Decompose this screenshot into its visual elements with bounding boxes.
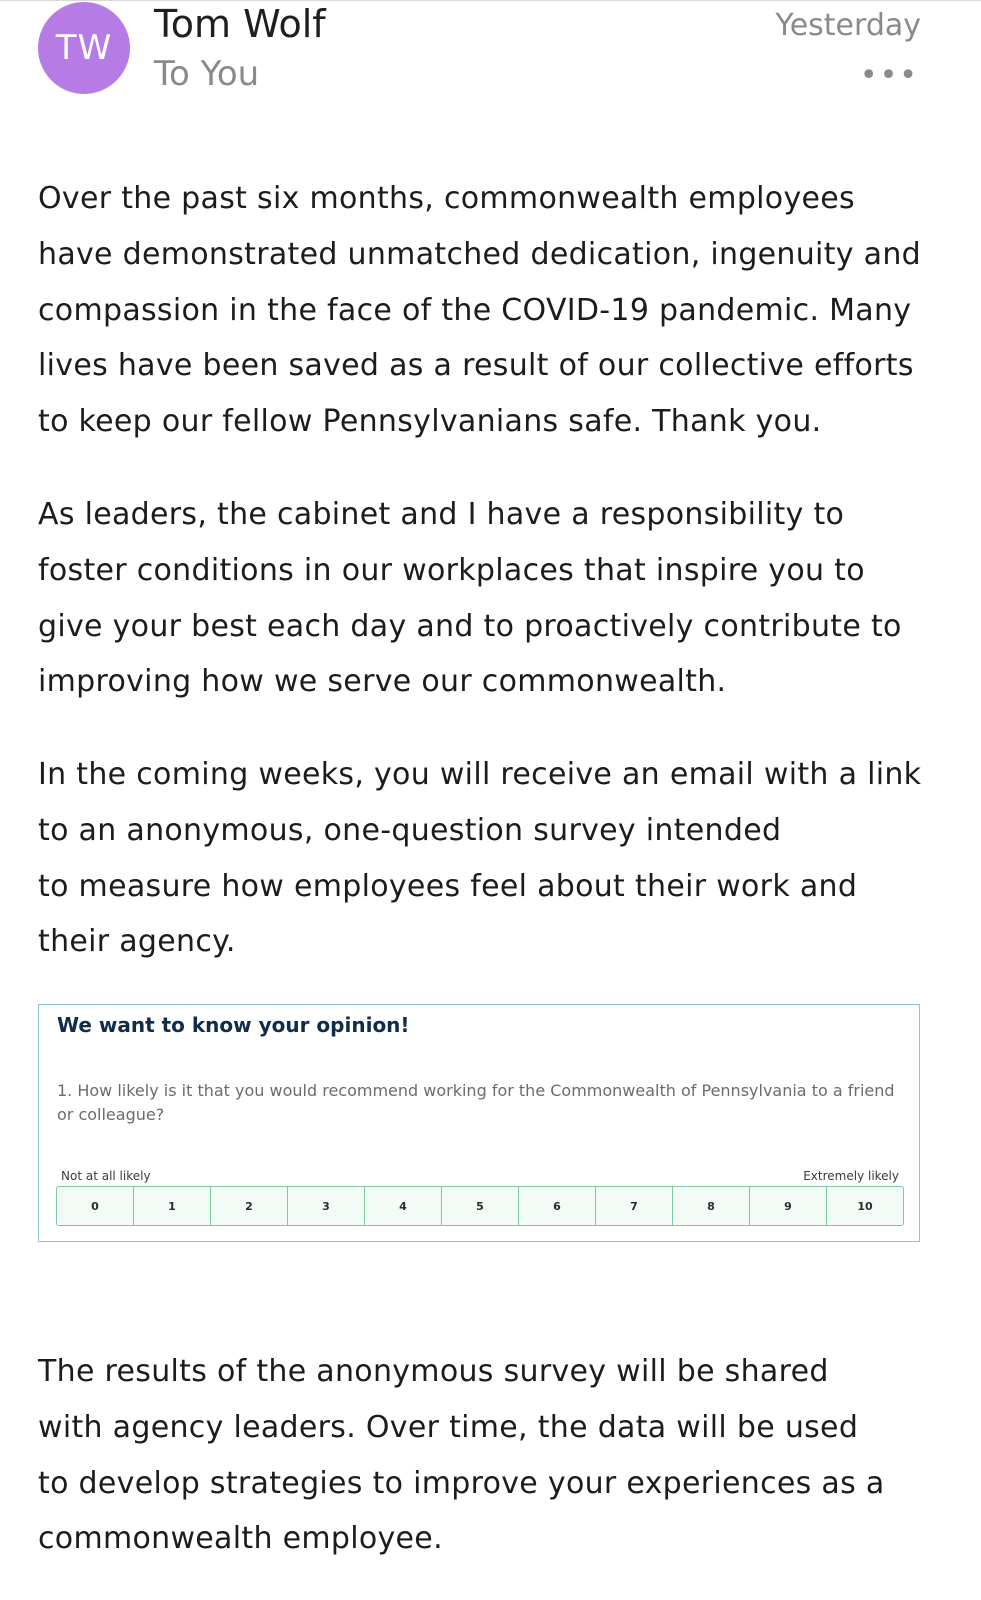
text-line: to measure how employees feel about their work and (38, 868, 858, 904)
more-icon[interactable]: ••• (859, 58, 919, 93)
email-date: Yesterday (775, 8, 921, 43)
rating-option-4[interactable]: 4 (365, 1187, 442, 1225)
sender-name[interactable]: Tom Wolf (154, 2, 326, 46)
text-line: to keep our fellow Pennsylvanians safe. Thank you. (38, 404, 822, 440)
body-paragraph-2 (38, 487, 943, 710)
rating-option-9[interactable]: 9 (750, 1187, 827, 1225)
scale-low-label: Not at all likely (61, 1169, 151, 1183)
rating-option-2[interactable]: 2 (211, 1187, 288, 1225)
rating-option-1[interactable]: 1 (134, 1187, 211, 1225)
text-line: The results of the anonymous survey will be shared (38, 1354, 829, 1389)
rating-option-5[interactable]: 5 (442, 1187, 519, 1225)
rating-option-3[interactable]: 3 (288, 1187, 365, 1225)
text-line: give your best each day and to proactively contribute to (38, 608, 902, 644)
rating-scale (56, 1186, 904, 1226)
text-line: Over the past six months, commonwealth employees (38, 181, 855, 216)
divider (0, 0, 981, 1)
text-line: lives have been saved as a result of our collective efforts (38, 348, 914, 384)
survey-question: 1. How likely is it that you would recommend working for the Commonwealth of Pennsylvania to a friend or colleague? (57, 1081, 895, 1124)
recipient-label: To You (154, 54, 260, 94)
rating-option-10[interactable]: 10 (857, 1199, 873, 1213)
survey-card (38, 1004, 920, 1242)
text-line: to an anonymous, one-question survey intended (38, 812, 782, 848)
body-paragraph-3 (38, 747, 943, 970)
text-line: with agency leaders. Over time, the data will be used (38, 1409, 859, 1445)
text-line: compassion in the face of the COVID-19 pandemic. Many (38, 292, 912, 328)
text-line: have demonstrated unmatched dedication, ingenuity and (38, 236, 921, 272)
survey-title: We want to know your opinion! (57, 1013, 410, 1037)
text-line: As leaders, the cabinet and I have a responsibility to (38, 497, 845, 532)
avatar-initials: TW (55, 28, 113, 68)
scale-high-label: Extremely likely (803, 1169, 899, 1183)
rating-option-8[interactable]: 8 (673, 1187, 750, 1225)
text-line: foster conditions in our workplaces that inspire you to (38, 552, 865, 588)
text-line: In the coming weeks, you will receive an email with a link (38, 757, 922, 792)
rating-option-0[interactable]: 0 (57, 1187, 134, 1225)
body-paragraph-4 (38, 1344, 943, 1567)
rating-option-6[interactable]: 6 (519, 1187, 596, 1225)
rating-option-7[interactable]: 7 (596, 1187, 673, 1225)
avatar (38, 2, 130, 94)
text-line: to develop strategies to improve your experiences as a (38, 1465, 885, 1501)
text-line: improving how we serve our commonwealth. (38, 664, 727, 700)
text-line: their agency. (38, 924, 236, 960)
text-line: commonwealth employee. (38, 1521, 443, 1557)
body-paragraph-1 (38, 171, 943, 450)
